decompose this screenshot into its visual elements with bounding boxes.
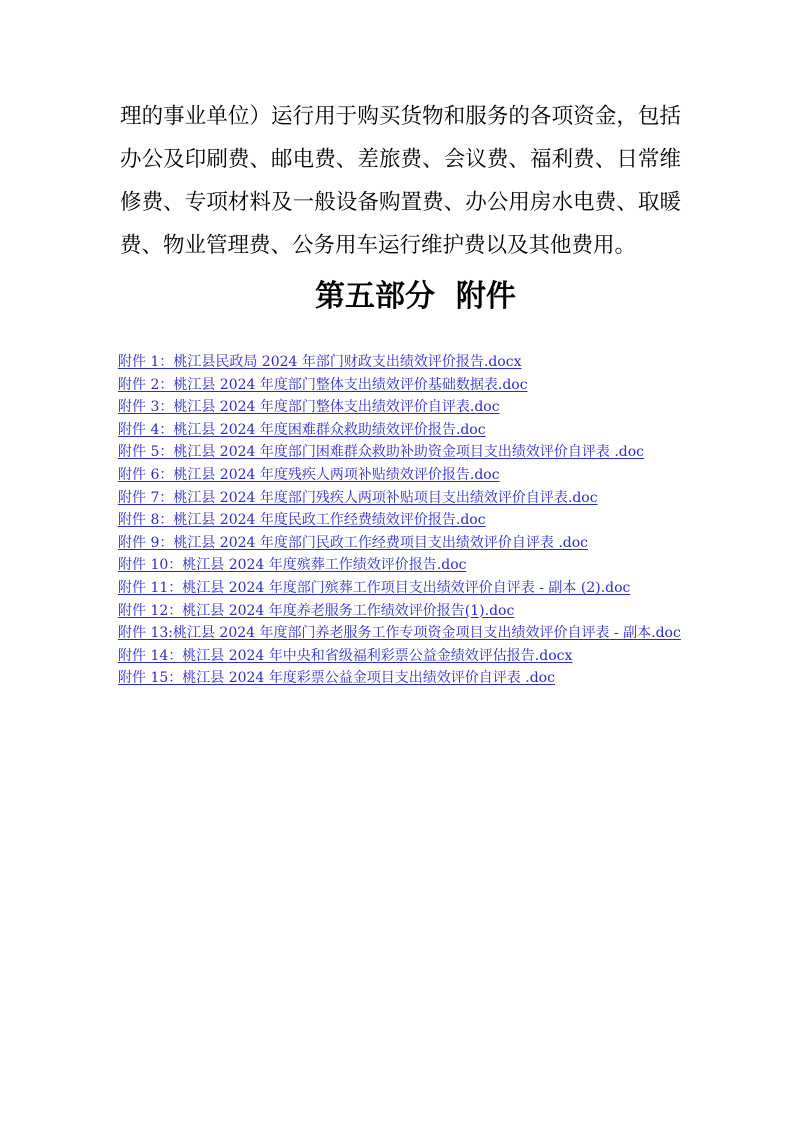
attachment-link[interactable]: 附件 15：桃江县 2024 年度彩票公益金项目支出绩效评价自评表 .doc	[118, 670, 555, 687]
attachment-link[interactable]: 附件 8：桃江县 2024 年度民政工作经费绩效评价报告.doc	[118, 512, 486, 529]
attachment-link[interactable]: 附件 1：桃江县民政局 2024 年部门财政支出绩效评价报告.docx	[118, 354, 522, 370]
body-paragraph-line: 修费、专项材料及一般设备购置费、办公用房水电费、取暖	[120, 190, 681, 215]
attachment-link[interactable]: 附件 11：桃江县 2024 年度部门殡葬工作项目支出绩效评价自评表 - 副本 (2).doc	[118, 579, 631, 596]
attachment-link[interactable]: 附件 2：桃江县 2024 年度部门整体支出绩效评价基础数据表.doc	[118, 376, 528, 393]
attachment-link[interactable]: 附件 13:桃江县 2024 年度部门养老服务工作专项资金项目支出绩效评价自评表 - 副本.doc	[118, 625, 681, 642]
attachment-link[interactable]: 附件 4：桃江县 2024 年度困难群众救助绩效评价报告.doc	[118, 421, 486, 438]
attachment-link[interactable]: 附件 9：桃江县 2024 年度部门民政工作经费项目支出绩效评价自评表 .doc	[118, 534, 589, 551]
section-heading: 第五部分 附件	[315, 279, 516, 314]
attachment-link[interactable]: 附件 3：桃江县 2024 年度部门整体支出绩效评价自评表.doc	[118, 399, 500, 416]
body-paragraph-line: 办公及印刷费、邮电费、差旅费、会议费、福利费、日常维	[120, 147, 681, 172]
attachment-link[interactable]: 附件 6：桃江县 2024 年度残疾人两项补贴绩效评价报告.doc	[118, 466, 500, 483]
attachment-link[interactable]: 附件 10：桃江县 2024 年度殡葬工作绩效评价报告.doc	[118, 557, 467, 574]
attachment-link[interactable]: 附件 14：桃江县 2024 年中央和省级福利彩票公益金绩效评估报告.docx	[118, 647, 573, 664]
body-paragraph-line: 费、物业管理费、公务用车运行维护费以及其他费用。	[120, 233, 637, 258]
body-paragraph	[120, 95, 681, 267]
body-paragraph-line: 理的事业单位）运行用于购买货物和服务的各项资金，包括	[120, 104, 681, 129]
attachment-link[interactable]: 附件 7：桃江县 2024 年度部门残疾人两项补贴项目支出绩效评价自评表.doc	[118, 489, 598, 506]
attachment-link[interactable]: 附件 5：桃江县 2024 年度部门困难群众救助补助资金项目支出绩效评价自评表 .doc	[118, 444, 645, 461]
attachment-list	[118, 351, 688, 690]
attachment-link[interactable]: 附件 12：桃江县 2024 年度养老服务工作绩效评价报告(1).doc	[118, 602, 515, 619]
